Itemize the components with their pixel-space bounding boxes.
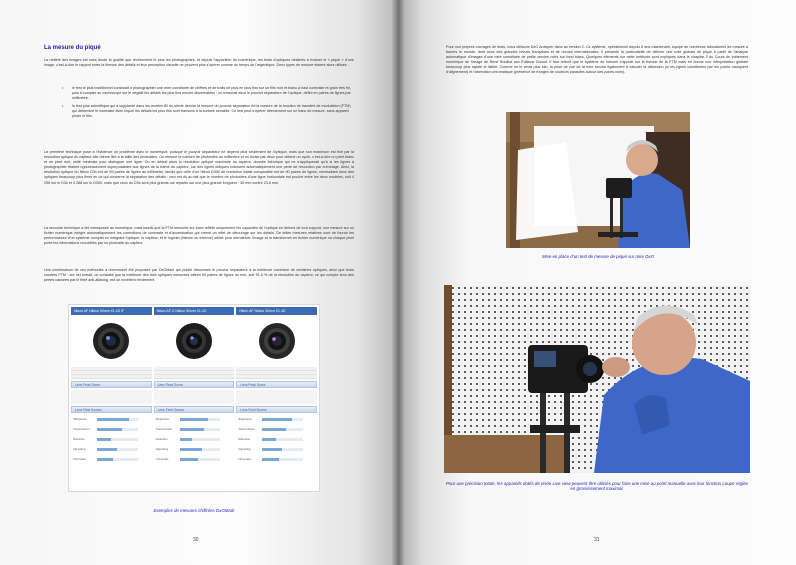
metric-row	[71, 455, 152, 463]
metric-name: Transmission	[155, 427, 173, 431]
photo-caption: Mise en place d’un test de mesure de piqué sur mire DxO	[541, 254, 654, 259]
photo-illustration	[444, 285, 750, 473]
lens-title: Nikon AF Nikkor 50mm f/1.4D IF	[71, 307, 152, 315]
metric-row	[236, 435, 317, 443]
metric-name: Transmission	[73, 427, 90, 431]
photo-illustration	[506, 112, 690, 248]
page-number: 30	[193, 537, 199, 543]
page-number: 31	[594, 537, 600, 543]
section-peak-score: Lens Peak Score	[154, 381, 235, 388]
score-body	[236, 390, 317, 404]
paragraph-resolution: La première technique pose à l’évidence un problème avec le numérique, puisque le pouvoir séparateur ne dépend plus seulement de l’optique, mais que son maximum est fixé par la résolution optique du capteur elle-même liée à la taille des photosites. On mesure le nombre de photosites au millimètre et on divise par deux pour obtenir un cycle, c’est-à-dire un pixel blanc et un pixel noir, unité minimale pour distinguer une ligne. On en déduit alors la résolution optique maximale du capteur, donnée théorique qui ne s’appliquerait qu’à si les lignes à photographier étaient rigoureusement superposables aux lignes de la trame du capteur, car des lignes obliques induisent automatiquement une perte de résolution par crénelage. Ainsi, la résolution optique du Nikon D3s est de 59 paires de lignes au millimètre, tandis que celle d’un Nikon D300 de résolution totale comparable est de 90 paires de lignes, nécessitant donc des optiques beaucoup plus fines en ce qui concerne la séparation des détails : ceci est dû au fait que le nombre de photosites d’une ligne horizontale est proche entre les deux modèles, soit 4 256 sur le D3s et 4 288 sur le D300, mais que ceux du D3s sont plus grands car répartis sur une plus grande longueur : 36 mm contre 23,6 mm.	[44, 150, 354, 185]
metric-row	[236, 445, 317, 453]
metric-row	[154, 455, 235, 463]
section-field-scores: Lens Field Scores	[71, 406, 152, 413]
blurred-row	[154, 367, 235, 379]
photo-mire-setup	[506, 112, 690, 248]
metric-name: Sharpness	[155, 417, 170, 421]
metric-name: Distortion	[155, 437, 168, 441]
bullet-list	[72, 86, 354, 123]
metric-row	[71, 415, 152, 423]
paragraph-dxo-analyzer: Pour nos propres ouvrages de tests, nous utilisons DxO Analyzer dans sa version 2. Ce système, opérationnel depuis 6 ans maintenant, équipe de nombreux laboratoires de mesure à travers le monde, dont ceux des grandes revues françaises et de revues internationales. Il présente la particularité de délivrer une note globale de piqué à partir de l’analyse automatique d’images d’une mire constituée de petits cercles noirs sur fond blanc. Quelques éléments sur cette méthode sont expliqués dans le chapitre 2 du Cours de traitement numérique de l’image de René Bouillot aux Éditions Dunod. Il faut retenir que le système de mesure s’appuie sur la théorie de la FTM mais en donne une interprétation globale beaucoup plus rapide et lisible. Comme on le verra plus loin, la prise de vue de la mire servira également à calculer la distorsion (si les lignes constituées par les points manquent d’alignement) et l’aberration chromatique (présence de franges de couleurs parasites autour des points noirs).	[446, 45, 748, 75]
book-gutter	[392, 0, 404, 565]
metric-row	[71, 425, 152, 433]
metric-row	[154, 435, 235, 443]
section-heading: La mesure du piqué	[44, 45, 101, 51]
metric-name: Vignetting	[155, 447, 169, 451]
lens-image	[236, 317, 317, 365]
paragraph-ftm: La seconde technique a été transposée au numérique, mais tandis que la FTM mesurée sur banc reflète uniquement les capacités de l’optique en dehors de tout support, une mesure sur un fichier numérique intègre automatiquement les corrections de contraste et d’accentuation qui créent un effet de détourage sur les détails. De telles mesures relatives sont de fournir les performances d’un système complet en intégrant l’optique, le capteur, et le logiciel (interne ou externe) utilisé pour dématricer l’image et la transformer en fichier numérique où chaque pixel porte les informations recueillies par un photosite du capteur.	[44, 226, 354, 246]
metric-name: Chromatic	[73, 457, 86, 461]
figure-caption: Exemples de mesures chiffrées DxOMark	[153, 508, 235, 513]
metric-row	[71, 445, 152, 453]
paragraph-dxomark: Une combinaison de ces méthodes a récemment été proposée par DxOMark qui publie désormais le pouvoir séparateur à la meilleure ouverture de certaines optiques, ainsi que leurs courbes FTM : sur cet extrait, on constate que la meilleure des trois optiques mesurées atteint 54 paires de lignes au mm, soit 91,5 % de la résolution du capteur, ce qui compte tenu des pertes causées par le filtre anti-aliasing, est un excellent rendement.	[44, 268, 354, 283]
dxomark-figure	[68, 304, 320, 492]
lens-icon	[174, 321, 214, 361]
metric-name: Transmission	[238, 427, 255, 431]
lens-icon	[257, 321, 297, 361]
score-body	[71, 390, 152, 404]
metric-name: Chromatic	[155, 457, 169, 461]
metric-name: Vignetting	[73, 447, 86, 451]
bullet-item: • le test le plus traditionnel consistait à photographier une mire constituée de chiffres et de traits de plus en plus fins sur un film noir et blanc à haut contraste et grain très fin, puis à compter au microscope sur le négatif les détails les plus fins encore discernables : on mesurait ainsi le pouvoir séparateur de l’optique, défini en paires de lignes par millimètre ;	[72, 86, 354, 101]
lens-icon	[91, 321, 131, 361]
photo-caption: Pour une précision totale, les appareils dotés de visée Live view peuvent être utilisés pour faire une mise au point manuelle avec leur fonction Loupe réglée en grossissement maximal.	[446, 481, 748, 491]
bullet-item: • le test plus scientifique qui a supplanté dans les années 80 du siècle dernier la mesure du pouvoir séparateur fut la mesure de la fonction de transfert de modulation (FTM) qui détermine le contraste avec lequel les détails les plus fins sont transmis à la surface sensible. Ce test peut s’opérer directement sur un banc de mesure, sans appareil photo ni film.	[72, 104, 354, 119]
right-page	[398, 0, 796, 565]
metric-row	[71, 435, 152, 443]
section-peak-score: Lens Peak Score	[236, 381, 317, 388]
section-field-scores: Lens Field Scores	[236, 406, 317, 413]
metric-name: Chromatic	[238, 457, 252, 461]
metric-row	[236, 425, 317, 433]
metric-row	[236, 455, 317, 463]
dxomark-lens-column	[236, 307, 317, 489]
score-body	[154, 390, 235, 404]
blurred-row	[71, 367, 152, 379]
dxomark-lens-column	[71, 307, 152, 489]
metric-row	[236, 415, 317, 423]
metric-name: Vignetting	[238, 447, 251, 451]
lens-image	[71, 317, 152, 365]
metric-name: Sharpness	[238, 417, 252, 421]
metric-name: Sharpness	[73, 417, 87, 421]
section-peak-score: Lens Peak Score	[71, 381, 152, 388]
metric-name: Distortion	[73, 437, 85, 441]
dxomark-lens-column	[154, 307, 235, 489]
metric-row	[154, 415, 235, 423]
lens-title: Nikon AF Nikkor 50mm f/1.4D	[236, 307, 317, 315]
photo-live-view	[444, 285, 750, 473]
lens-image	[154, 317, 235, 365]
lens-title: Nikon AF-S Nikkor 50mm f/1.4G	[154, 307, 235, 315]
section-field-scores: Lens Field Scores	[154, 406, 235, 413]
metric-row	[154, 445, 235, 453]
metric-name: Distortion	[238, 437, 251, 441]
intro-paragraph: La netteté des images est sans doute la qualité que recherchent le plus les photographes, et depuis l’apparition du numérique, les tests d’optiques destinés à évaluer le « piqué » d’une image, c’est-à-dire le rapport entre la finesse des détails et leur perception visuelle ne peuvent plus s’opérer comme du temps de l’argentique. Deux types de mesure étaient alors utilisés :	[44, 58, 354, 68]
metric-row	[154, 425, 235, 433]
blurred-row	[236, 367, 317, 379]
